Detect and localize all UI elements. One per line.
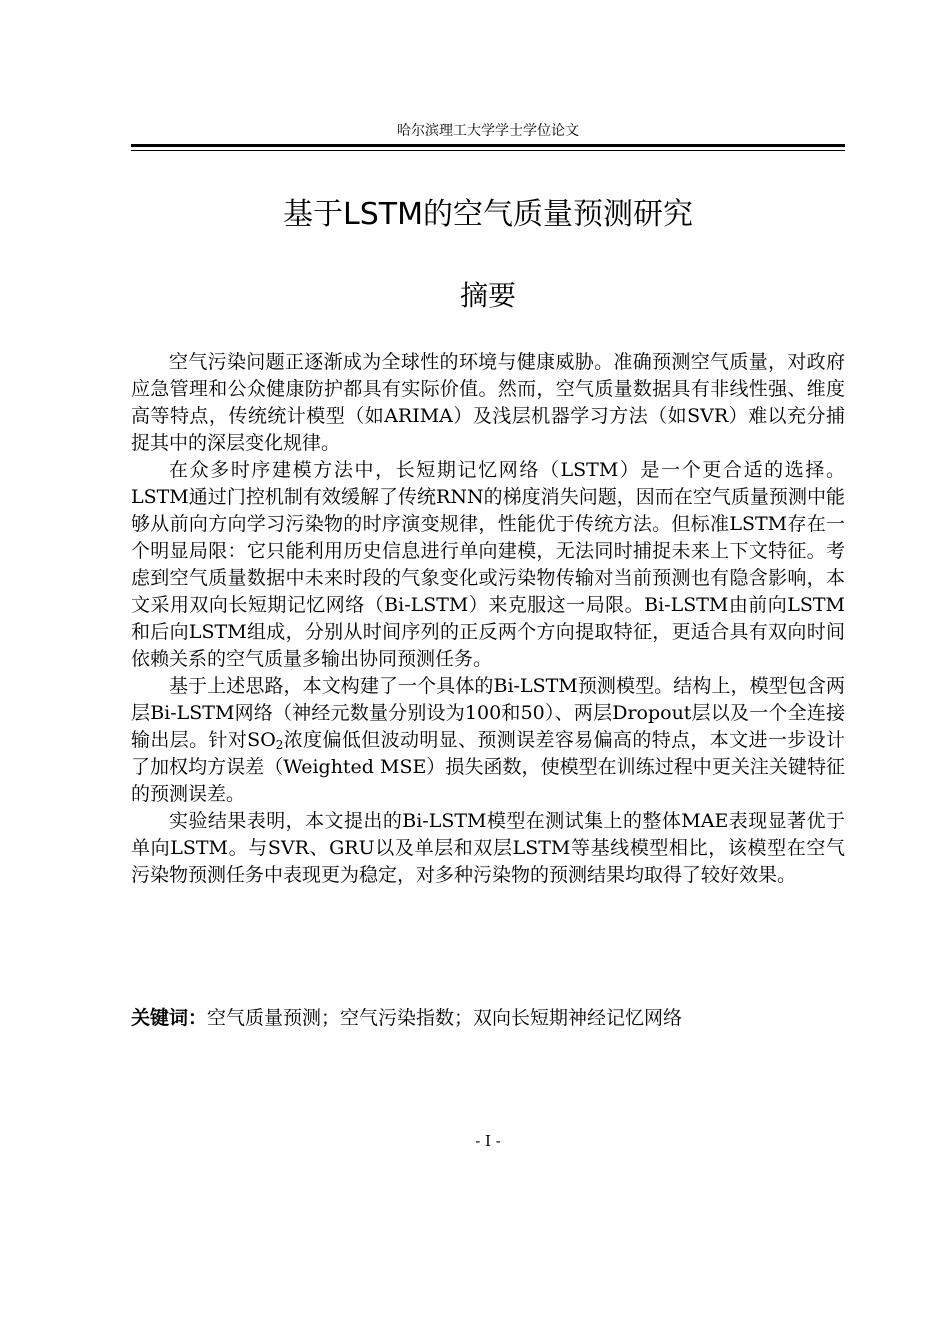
header-rule-thick [131, 144, 845, 147]
keywords-line [131, 1005, 845, 1032]
abstract-paragraph-2: 在众多时序建模方法中，长短期记忆网络（LSTM）是一个更合适的选择。LSTM通过门控机制有效缓解了传统RNN的梯度消失问题，因而在空气质量预测中能够从前向方向学习污染物的时序演变规律，性能优于传统方法。但标准LSTM存在一个明显局限：它只能利用历史信息进行单向建模，无法同时捕捉未来上下文特征。考虑到空气质量数据中未来时段的气象变化或污染物传输对当前预测也有隐含影响，本文采用双向长短期记忆网络（Bi-LSTM）来克服这一局限。Bi-LSTM由前向LSTM和后向LSTM组成，分别从时间序列的正反两个方向提取特征，更适合具有双向时间依赖关系的空气质量多输出协同预测任务。 [131, 459, 845, 670]
abstract-heading: 摘要 [459, 279, 516, 312]
header-rule-thin [131, 150, 845, 151]
abstract-paragraph-3-part-1: 基于上述思路，本文构建了一个具体的Bi-LSTM预测模型。结构上，模型包含两层Bi-LSTM网络（神经元数量分别设为100和50）、两层Dropout层以及一个全连接输出层。针对SO [131, 675, 845, 751]
running-header: 哈尔滨理工大学学士学位论文 [397, 123, 579, 139]
keywords-label: 关键词： [131, 1007, 208, 1029]
page-number: - I - [475, 1132, 501, 1150]
so2-subscript: 2 [275, 738, 284, 752]
thesis-title: 基于LSTM的空气质量预测研究 [283, 197, 693, 232]
abstract-paragraph-1: 空气污染问题正逐渐成为全球性的环境与健康威胁。准确预测空气质量，对政府应急管理和公众健康防护都具有实际价值。然而，空气质量数据具有非线性强、维度高等特点，传统统计模型（如ARIMA）及浅层机器学习方法（如SVR）难以充分捕捉其中的深层变化规律。 [131, 351, 845, 454]
abstract-paragraph-3 [131, 673, 845, 808]
abstract-paragraph-3-part-2: 浓度偏低但波动明显、预测误差容易偏高的特点，本文进一步设计了加权均方误差（Weighted MSE）损失函数，使模型在训练过程中更关注关键特征的预测误差。 [131, 729, 845, 805]
abstract-body [131, 349, 845, 889]
abstract-paragraph-4: 实验结果表明，本文提出的Bi-LSTM模型在测试集上的整体MAE表现显著优于单向LSTM。与SVR、GRU以及单层和双层LSTM等基线模型相比，该模型在空气污染物预测任务中表现更为稳定，对多种污染物的预测结果均取得了较好效果。 [131, 810, 845, 886]
keywords-text: 空气质量预测；空气污染指数；双向长短期神经记忆网络 [207, 1007, 683, 1029]
